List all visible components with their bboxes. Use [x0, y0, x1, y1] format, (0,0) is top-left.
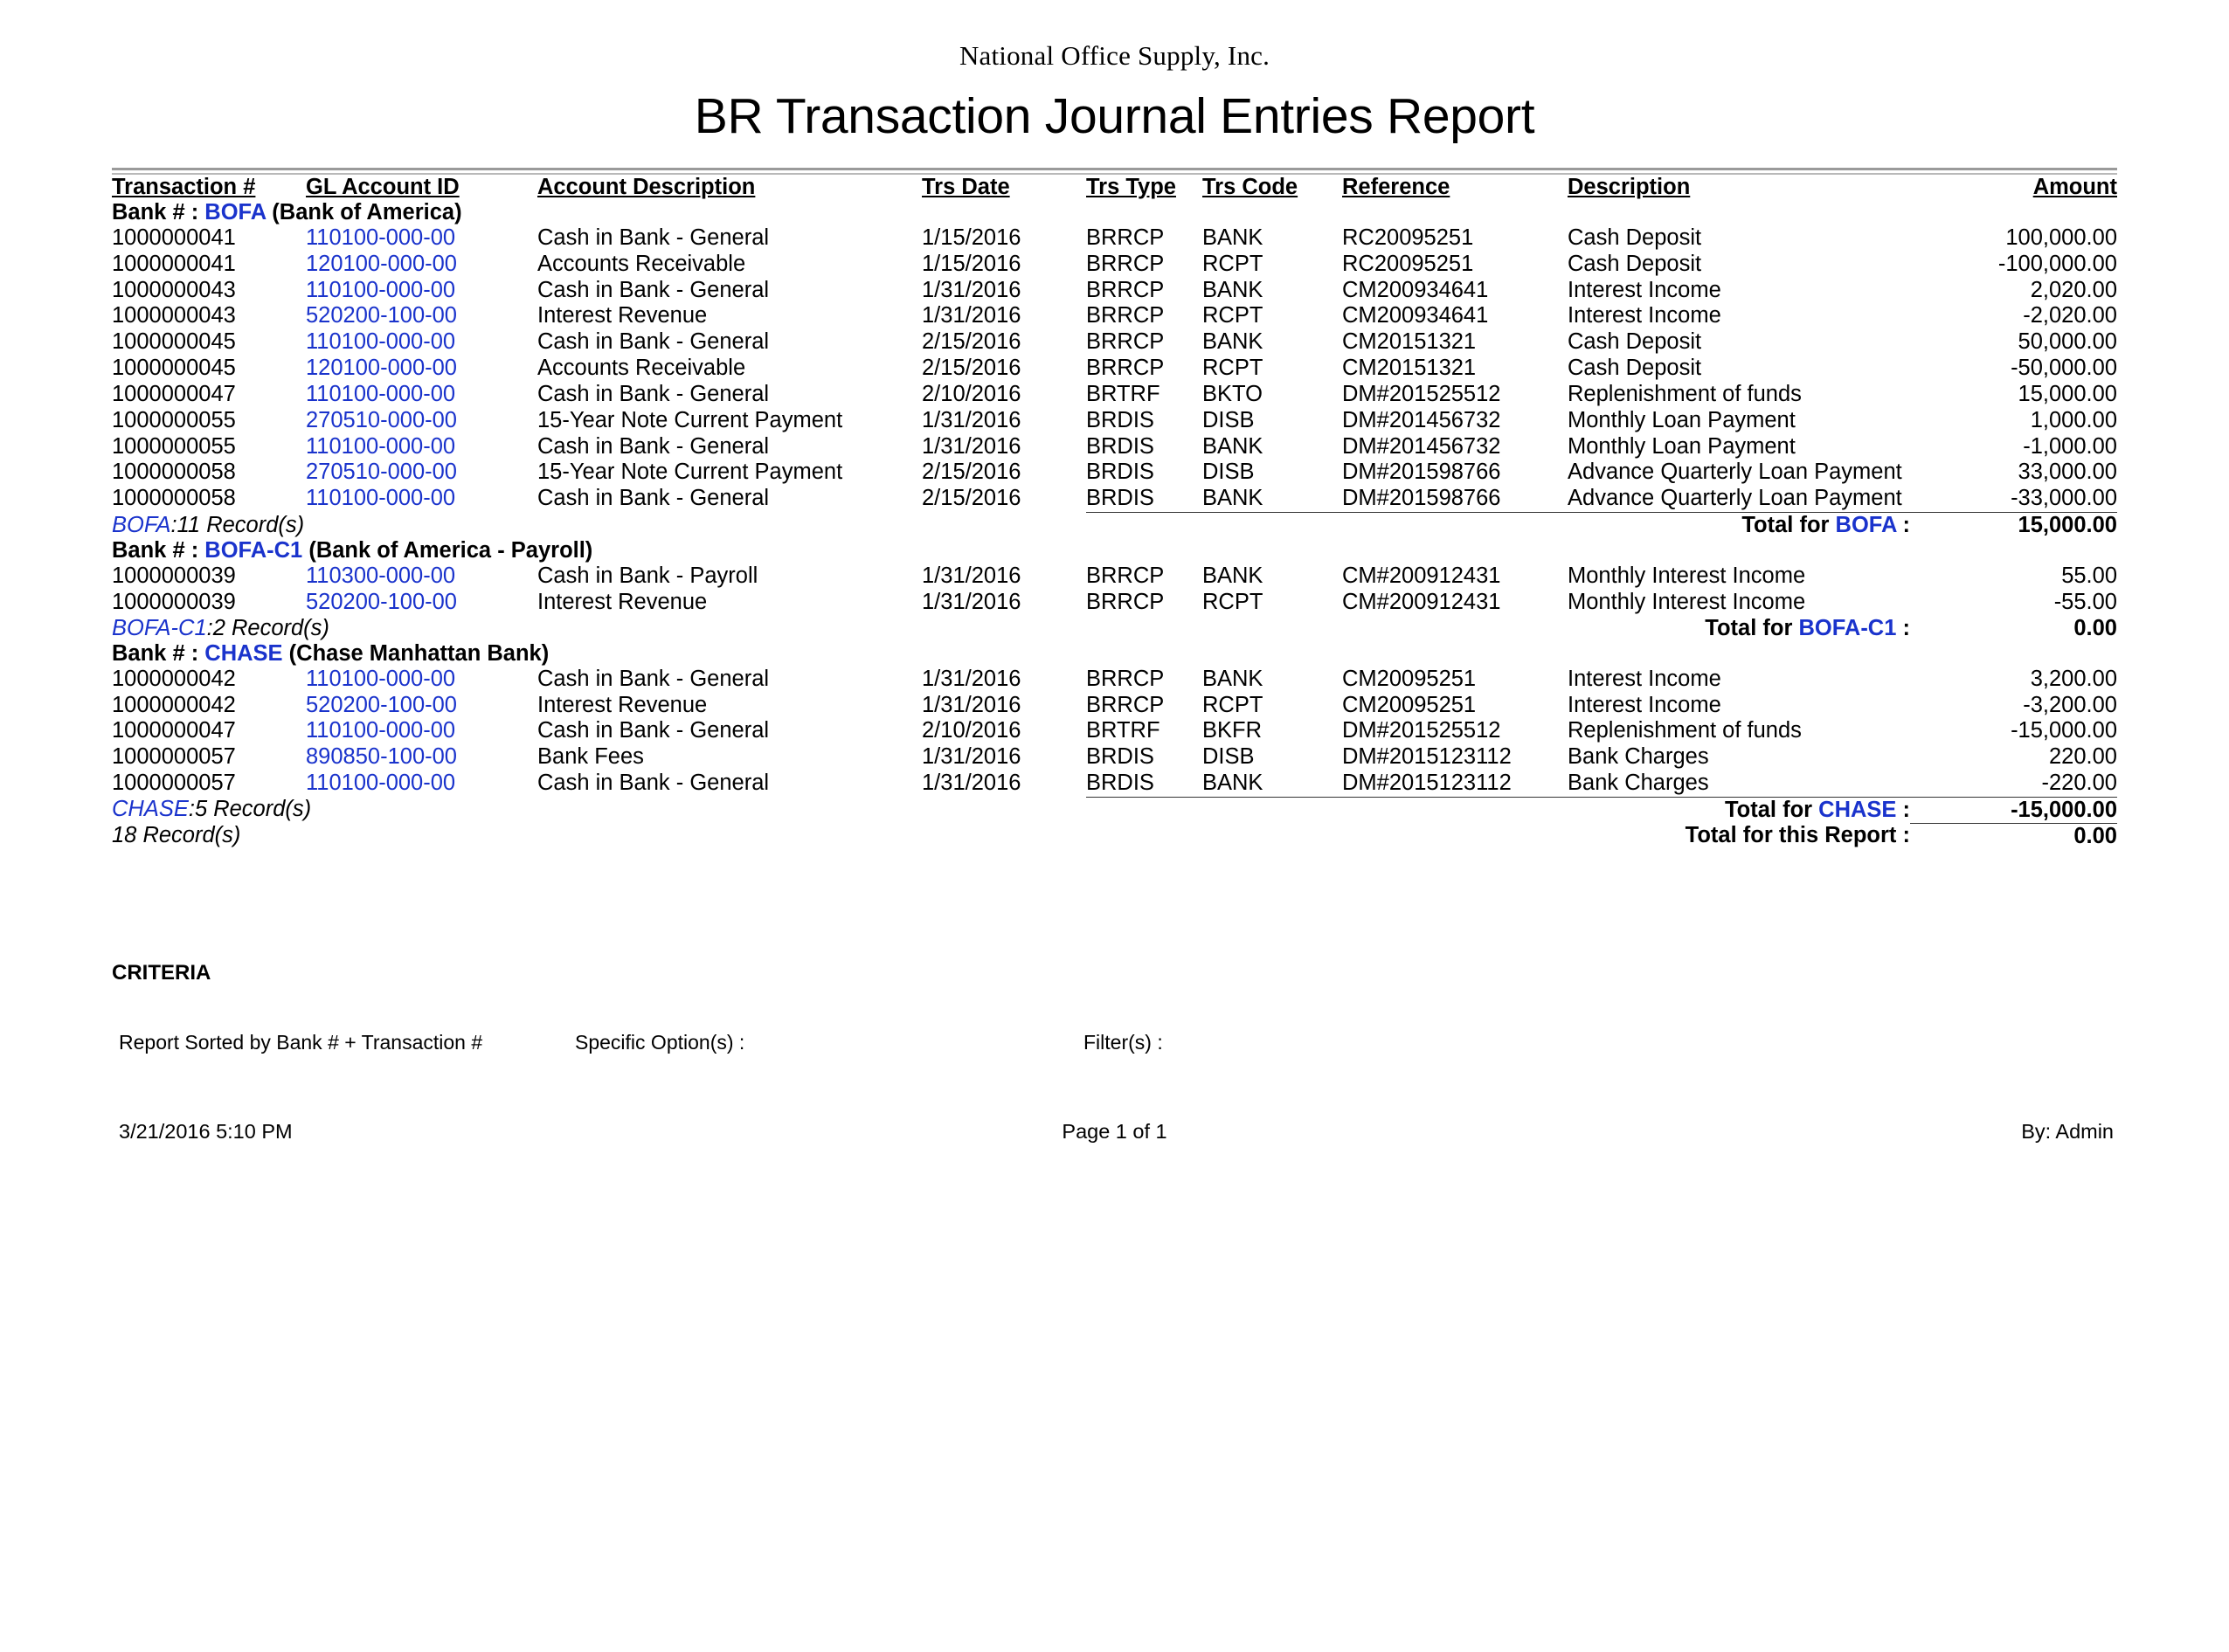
- cell-gl-account: 110100-000-00: [306, 718, 456, 743]
- cell-gl-account: 890850-100-00: [306, 744, 457, 770]
- cell-gl-account: 110300-000-00: [306, 563, 456, 589]
- table-row: [112, 356, 2117, 382]
- bank-group-header: [112, 200, 2117, 225]
- col-header-description: [1568, 175, 1910, 200]
- bank-code: BOFA: [204, 200, 267, 225]
- cell-reference: CM20095251: [1342, 692, 1477, 717]
- cell-account-description: 15-Year Note Current Payment: [537, 460, 843, 485]
- cell-amount: -2,020.00: [2023, 303, 2117, 328]
- cell-transaction: 1000000047: [112, 381, 236, 406]
- cell-trs-type: BRTRF: [1086, 381, 1160, 406]
- cell-trs-date: 2/15/2016: [922, 329, 1021, 355]
- cell-transaction: 1000000043: [112, 303, 236, 328]
- footer-page-number: Page 1 of 1: [1062, 1119, 1167, 1143]
- cell-trs-code: RCPT: [1202, 589, 1263, 614]
- cell-account-description: Cash in Bank - General: [537, 771, 770, 796]
- bank-name: (Bank of America): [272, 200, 462, 225]
- cell-transaction: 1000000057: [112, 744, 236, 770]
- cell-description: Interest Income: [1568, 666, 1721, 691]
- cell-account-description: Interest Revenue: [537, 303, 708, 328]
- cell-gl-account: 110100-000-00: [306, 277, 456, 302]
- report-total-row: [112, 823, 2117, 849]
- bank-label: Bank # :: [112, 640, 199, 666]
- table-row: [112, 434, 2117, 460]
- cell-reference: DM#201598766: [1342, 486, 1501, 511]
- cell-transaction: 1000000045: [112, 356, 236, 381]
- group-record-count-text: :5 Record(s): [188, 797, 312, 822]
- col-header-trs-code-label: Trs Code: [1202, 175, 1298, 199]
- cell-transaction: 1000000055: [112, 433, 236, 459]
- cell-trs-code: BANK: [1202, 277, 1263, 302]
- cell-account-description: Cash in Bank - General: [537, 277, 770, 302]
- cell-transaction: 1000000043: [112, 277, 236, 302]
- header-divider: [112, 168, 2117, 175]
- cell-trs-type: BRDIS: [1086, 460, 1154, 485]
- cell-trs-type: BRDIS: [1086, 407, 1154, 432]
- cell-transaction: 1000000041: [112, 225, 236, 250]
- cell-account-description: Interest Revenue: [537, 589, 708, 614]
- cell-trs-date: 2/15/2016: [922, 356, 1021, 381]
- cell-reference: CM20151321: [1342, 329, 1477, 355]
- bank-name: (Bank of America - Payroll): [308, 538, 593, 563]
- bank-label: Bank # :: [112, 538, 199, 563]
- footer-author: By: Admin: [2021, 1119, 2114, 1143]
- cell-gl-account: 120100-000-00: [306, 251, 457, 276]
- cell-description: Interest Income: [1568, 277, 1721, 302]
- col-header-account-description: [537, 175, 922, 200]
- col-header-account-description-label: Account Description: [537, 175, 756, 199]
- cell-reference: CM200934641: [1342, 277, 1489, 302]
- cell-amount: 15,000.00: [2018, 381, 2117, 406]
- group-total-label: [1086, 616, 1910, 641]
- cell-trs-code: BKTO: [1202, 381, 1263, 406]
- col-header-trs-date: [922, 175, 1086, 200]
- group-total-suffix: :: [1896, 513, 1910, 538]
- bank-code: CHASE: [204, 640, 283, 666]
- cell-trs-date: 2/15/2016: [922, 460, 1021, 485]
- cell-description: Advance Quarterly Loan Payment: [1568, 460, 1902, 485]
- cell-trs-code: RCPT: [1202, 356, 1263, 381]
- cell-trs-type: BRRCP: [1086, 225, 1165, 250]
- cell-trs-code: RCPT: [1202, 692, 1263, 717]
- bank-code: BOFA-C1: [204, 538, 303, 563]
- cell-trs-code: BKFR: [1202, 718, 1263, 743]
- table-row: [112, 590, 2117, 616]
- cell-trs-date: 1/31/2016: [922, 433, 1021, 459]
- cell-reference: DM#201456732: [1342, 433, 1501, 459]
- cell-reference: CM#200912431: [1342, 589, 1501, 614]
- col-header-transaction-label: Transaction #: [112, 175, 256, 199]
- cell-reference: CM#200912431: [1342, 563, 1501, 589]
- cell-description: Cash Deposit: [1568, 225, 1702, 250]
- cell-trs-code: BANK: [1202, 563, 1263, 589]
- cell-account-description: Cash in Bank - General: [537, 329, 770, 355]
- cell-reference: CM20151321: [1342, 356, 1477, 381]
- table-header-row: [112, 175, 2117, 200]
- cell-trs-code: BANK: [1202, 486, 1263, 511]
- cell-trs-code: RCPT: [1202, 251, 1263, 276]
- cell-account-description: Cash in Bank - Payroll: [537, 563, 758, 589]
- bank-label: Bank # :: [112, 200, 199, 225]
- cell-gl-account: 110100-000-00: [306, 486, 456, 511]
- cell-gl-account: 520200-100-00: [306, 303, 457, 328]
- cell-gl-account: 110100-000-00: [306, 225, 456, 250]
- cell-description: Bank Charges: [1568, 744, 1709, 770]
- group-total-suffix: :: [1896, 615, 1910, 640]
- bank-group-header: [112, 538, 2117, 563]
- cell-trs-date: 2/15/2016: [922, 486, 1021, 511]
- cell-gl-account: 110100-000-00: [306, 771, 456, 796]
- cell-account-description: Accounts Receivable: [537, 356, 746, 381]
- cell-reference: DM#2015123112: [1342, 744, 1512, 770]
- criteria-heading: CRITERIA: [112, 960, 211, 985]
- cell-trs-code: BANK: [1202, 771, 1263, 796]
- group-total-prefix: Total for: [1741, 513, 1836, 538]
- report-record-count: [112, 823, 1086, 849]
- cell-trs-date: 1/31/2016: [922, 407, 1021, 432]
- table-row: [112, 408, 2117, 434]
- cell-trs-type: BRRCP: [1086, 692, 1165, 717]
- group-total-code: CHASE: [1818, 797, 1897, 822]
- cell-account-description: Interest Revenue: [537, 692, 708, 717]
- cell-description: Monthly Loan Payment: [1568, 433, 1796, 459]
- cell-amount: -3,200.00: [2023, 692, 2117, 717]
- page-title: BR Transaction Journal Entries Report: [694, 88, 1535, 144]
- company-name: National Office Supply, Inc.: [959, 40, 1270, 71]
- cell-amount: 33,000.00: [2018, 460, 2117, 485]
- cell-trs-type: BRRCP: [1086, 666, 1165, 691]
- cell-trs-type: BRRCP: [1086, 589, 1165, 614]
- group-record-count: [112, 616, 1086, 641]
- cell-trs-type: BRRCP: [1086, 356, 1165, 381]
- report-page: [0, 40, 2229, 1652]
- criteria-row: [112, 1031, 2117, 1057]
- table-row: [112, 744, 2117, 771]
- group-total-amount: 15,000.00: [1910, 513, 2117, 539]
- cell-gl-account: 520200-100-00: [306, 692, 457, 717]
- group-total-code: BOFA-C1: [1798, 615, 1897, 640]
- cell-gl-account: 110100-000-00: [306, 381, 456, 406]
- cell-trs-type: BRTRF: [1086, 718, 1160, 743]
- report-total-amount: 0.00: [1910, 823, 2117, 849]
- cell-trs-date: 1/31/2016: [922, 771, 1021, 796]
- cell-account-description: Cash in Bank - General: [537, 433, 770, 459]
- col-header-amount: [1910, 175, 2117, 200]
- cell-gl-account: 120100-000-00: [306, 356, 457, 381]
- cell-description: Cash Deposit: [1568, 356, 1702, 381]
- bank-group-header: [112, 641, 2117, 667]
- cell-transaction: 1000000058: [112, 486, 236, 511]
- group-subtotal-row: [112, 616, 2117, 641]
- cell-trs-code: BANK: [1202, 666, 1263, 691]
- cell-trs-code: DISB: [1202, 460, 1255, 485]
- cell-description: Replenishment of funds: [1568, 381, 1802, 406]
- cell-trs-date: 1/31/2016: [922, 277, 1021, 302]
- cell-trs-type: BRRCP: [1086, 563, 1165, 589]
- cell-trs-type: BRRCP: [1086, 251, 1165, 276]
- table-row: [112, 252, 2117, 278]
- cell-amount: 1,000.00: [2030, 407, 2117, 432]
- col-header-reference-label: Reference: [1342, 175, 1450, 199]
- cell-transaction: 1000000055: [112, 407, 236, 432]
- journal-entries-table: [112, 175, 2117, 849]
- group-subtotal-row: [112, 513, 2117, 539]
- table-row: [112, 771, 2117, 797]
- cell-trs-date: 1/31/2016: [922, 666, 1021, 691]
- cell-trs-code: DISB: [1202, 744, 1255, 770]
- table-row: [112, 667, 2117, 693]
- cell-trs-date: 1/15/2016: [922, 225, 1021, 250]
- cell-account-description: Cash in Bank - General: [537, 486, 770, 511]
- group-record-count: [112, 513, 1086, 539]
- cell-trs-date: 2/10/2016: [922, 718, 1021, 743]
- cell-trs-type: BRDIS: [1086, 771, 1154, 796]
- cell-account-description: Cash in Bank - General: [537, 225, 770, 250]
- group-total-label: [1086, 513, 1910, 539]
- cell-amount: 50,000.00: [2018, 329, 2117, 355]
- cell-trs-code: BANK: [1202, 225, 1263, 250]
- group-record-count-code: BOFA-C1: [112, 615, 207, 640]
- col-header-reference: [1342, 175, 1568, 200]
- cell-gl-account: 110100-000-00: [306, 666, 456, 691]
- footer-timestamp: 3/21/2016 5:10 PM: [119, 1119, 293, 1143]
- cell-account-description: Cash in Bank - General: [537, 718, 770, 743]
- bank-group-header-cell: [112, 200, 2117, 225]
- table-row: [112, 486, 2117, 512]
- cell-reference: CM20095251: [1342, 666, 1477, 691]
- bank-group-header-cell: [112, 641, 2117, 667]
- group-total-code: BOFA: [1835, 513, 1897, 538]
- table-row: [112, 225, 2117, 252]
- cell-account-description: Bank Fees: [537, 744, 644, 770]
- table-row: [112, 718, 2117, 744]
- col-header-trs-type-label: Trs Type: [1086, 175, 1176, 199]
- cell-trs-type: BRRCP: [1086, 303, 1165, 328]
- col-header-trs-type: [1086, 175, 1202, 200]
- cell-trs-date: 1/31/2016: [922, 563, 1021, 589]
- criteria-sorted-by: Report Sorted by Bank # + Transaction #: [119, 1030, 483, 1054]
- cell-trs-date: 1/31/2016: [922, 589, 1021, 614]
- cell-transaction: 1000000039: [112, 589, 236, 614]
- group-record-count-text: :11 Record(s): [170, 512, 305, 537]
- group-total-label: [1086, 797, 1910, 823]
- cell-transaction: 1000000057: [112, 771, 236, 796]
- col-header-description-label: Description: [1568, 175, 1691, 199]
- cell-reference: RC20095251: [1342, 225, 1474, 250]
- cell-transaction: 1000000045: [112, 329, 236, 355]
- cell-trs-date: 1/31/2016: [922, 744, 1021, 770]
- cell-reference: DM#201525512: [1342, 381, 1501, 406]
- cell-description: Monthly Interest Income: [1568, 589, 1806, 614]
- cell-trs-type: BRRCP: [1086, 329, 1165, 355]
- cell-transaction: 1000000042: [112, 692, 236, 717]
- table-row: [112, 303, 2117, 329]
- cell-reference: DM#201598766: [1342, 460, 1501, 485]
- table-row: [112, 693, 2117, 719]
- cell-account-description: Cash in Bank - General: [537, 381, 770, 406]
- cell-amount: -220.00: [2041, 771, 2117, 796]
- cell-amount: -55.00: [2053, 589, 2117, 614]
- cell-description: Interest Income: [1568, 692, 1721, 717]
- cell-description: Cash Deposit: [1568, 329, 1702, 355]
- cell-description: Interest Income: [1568, 303, 1721, 328]
- cell-reference: DM#201525512: [1342, 718, 1501, 743]
- col-header-trs-code: [1202, 175, 1342, 200]
- table-row: [112, 382, 2117, 408]
- cell-account-description: Accounts Receivable: [537, 251, 746, 276]
- group-total-amount: 0.00: [2073, 615, 2117, 640]
- group-total-prefix: Total for: [1705, 615, 1799, 640]
- cell-trs-code: BANK: [1202, 329, 1263, 355]
- cell-gl-account: 110100-000-00: [306, 433, 456, 459]
- bank-name: (Chase Manhattan Bank): [288, 640, 550, 666]
- cell-gl-account: 270510-000-00: [306, 460, 457, 485]
- cell-trs-date: 1/15/2016: [922, 251, 1021, 276]
- cell-gl-account: 520200-100-00: [306, 589, 457, 614]
- cell-transaction: 1000000047: [112, 718, 236, 743]
- cell-amount: -33,000.00: [2011, 486, 2117, 511]
- cell-trs-type: BRDIS: [1086, 486, 1154, 511]
- cell-amount: -15,000.00: [2011, 718, 2117, 743]
- cell-transaction: 1000000042: [112, 666, 236, 691]
- cell-trs-type: BRDIS: [1086, 744, 1154, 770]
- cell-description: Bank Charges: [1568, 771, 1709, 796]
- group-record-count-text: :2 Record(s): [206, 615, 329, 640]
- cell-amount: 2,020.00: [2030, 277, 2117, 302]
- report-total-label: Total for this Report :: [1685, 823, 1910, 848]
- cell-reference: DM#201456732: [1342, 407, 1501, 432]
- cell-transaction: 1000000039: [112, 563, 236, 589]
- cell-amount: 100,000.00: [2005, 225, 2117, 250]
- cell-reference: CM200934641: [1342, 303, 1489, 328]
- group-record-count: [112, 797, 1086, 823]
- table-row: [112, 278, 2117, 304]
- cell-description: Monthly Interest Income: [1568, 563, 1806, 589]
- bank-group-header-cell: [112, 538, 2117, 563]
- cell-reference: DM#2015123112: [1342, 771, 1512, 796]
- col-header-amount-label: Amount: [2032, 175, 2117, 199]
- group-total-amount: -15,000.00: [1910, 797, 2117, 823]
- report-record-count-text: 18 Record(s): [112, 823, 241, 848]
- table-row: [112, 329, 2117, 356]
- col-header-transaction: [112, 175, 306, 200]
- cell-transaction: 1000000041: [112, 251, 236, 276]
- cell-trs-date: 2/10/2016: [922, 381, 1021, 406]
- cell-trs-date: 1/31/2016: [922, 303, 1021, 328]
- cell-gl-account: 270510-000-00: [306, 407, 457, 432]
- cell-account-description: 15-Year Note Current Payment: [537, 407, 843, 432]
- cell-transaction: 1000000058: [112, 460, 236, 485]
- table-row: [112, 563, 2117, 590]
- criteria-filters: Filter(s) :: [1083, 1030, 1163, 1054]
- cell-amount: -100,000.00: [1997, 251, 2117, 276]
- cell-gl-account: 110100-000-00: [306, 329, 456, 355]
- cell-description: Cash Deposit: [1568, 251, 1702, 276]
- cell-trs-type: BRDIS: [1086, 433, 1154, 459]
- cell-amount: 3,200.00: [2030, 666, 2117, 691]
- cell-amount: -1,000.00: [2023, 433, 2117, 459]
- criteria-specific-options: Specific Option(s) :: [575, 1030, 745, 1054]
- group-subtotal-row: [112, 797, 2117, 823]
- cell-description: Monthly Loan Payment: [1568, 407, 1796, 432]
- cell-description: Replenishment of funds: [1568, 718, 1802, 743]
- cell-description: Advance Quarterly Loan Payment: [1568, 486, 1902, 511]
- cell-trs-date: 1/31/2016: [922, 692, 1021, 717]
- col-header-trs-date-label: Trs Date: [922, 175, 1010, 199]
- table-row: [112, 460, 2117, 486]
- cell-amount: 55.00: [2061, 563, 2117, 589]
- group-total-prefix: Total for: [1724, 797, 1819, 822]
- group-record-count-code: CHASE: [112, 797, 189, 822]
- group-record-count-code: BOFA: [112, 512, 171, 537]
- cell-trs-code: BANK: [1202, 433, 1263, 459]
- cell-trs-type: BRRCP: [1086, 277, 1165, 302]
- col-header-gl-account: [306, 175, 537, 200]
- cell-reference: RC20095251: [1342, 251, 1474, 276]
- cell-trs-code: RCPT: [1202, 303, 1263, 328]
- group-total-suffix: :: [1896, 797, 1910, 822]
- cell-account-description: Cash in Bank - General: [537, 666, 770, 691]
- page-footer: [112, 1120, 2117, 1155]
- cell-amount: -50,000.00: [2011, 356, 2117, 381]
- cell-trs-code: DISB: [1202, 407, 1255, 432]
- cell-amount: 220.00: [2049, 744, 2117, 770]
- col-header-gl-account-label: GL Account ID: [306, 175, 460, 199]
